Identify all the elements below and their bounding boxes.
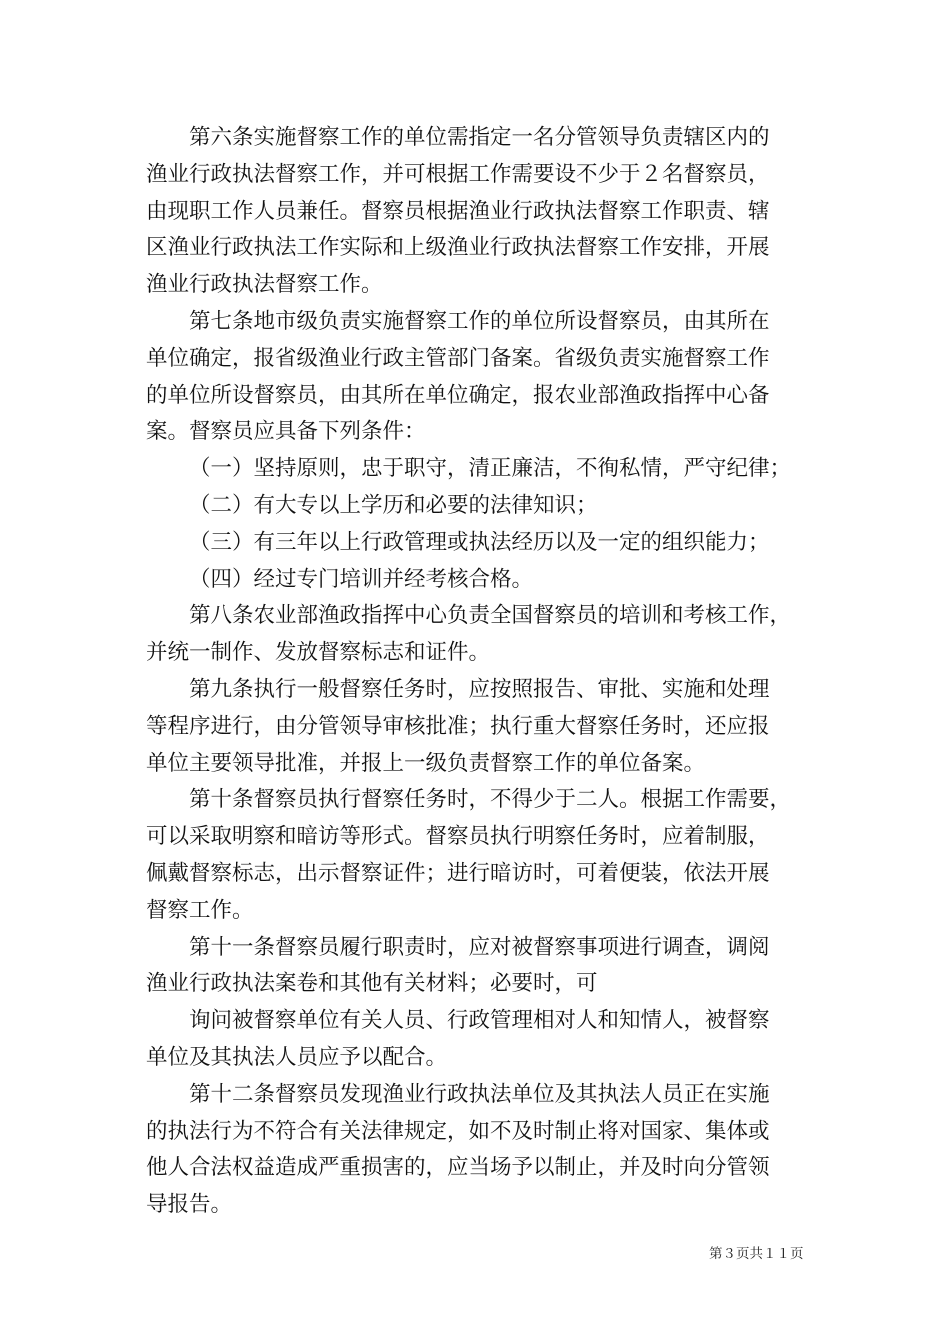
paragraph-line: 第七条地市级负责实施督察工作的单位所设督察员，由其所在 bbox=[189, 308, 770, 334]
paragraph-cond3 bbox=[146, 525, 811, 562]
paragraph-line: 等程序进行，由分管领导审核批准；执行重大督察任务时，还应报 bbox=[146, 713, 770, 739]
paragraph-art6 bbox=[146, 120, 811, 304]
paragraph-line: 渔业行政执法督察工作。 bbox=[146, 272, 383, 298]
paragraph-line: 的单位所设督察员，由其所在单位确定，报农业部渔政指挥中心备 bbox=[146, 382, 770, 408]
document-body bbox=[146, 120, 811, 1224]
paragraph-line: 佩戴督察标志，出示督察证件；进行暗访时，可着便装，依法开展 bbox=[146, 860, 770, 886]
paragraph-line: （四）经过专门培训并经考核合格。 bbox=[189, 566, 534, 592]
paragraph-line: 由现职工作人员兼任。督察员根据渔业行政执法督察工作职责、辖 bbox=[146, 198, 770, 224]
paragraph-art7 bbox=[146, 304, 811, 451]
paragraph-line: 第六条实施督察工作的单位需指定一名分管领导负责辖区内的 bbox=[189, 125, 770, 150]
paragraph-line: 区渔业行政执法工作实际和上级渔业行政执法督察工作安排，开展 bbox=[146, 235, 770, 261]
paragraph-art9 bbox=[146, 672, 811, 782]
page-footer: 第３页共１１页 bbox=[709, 1246, 804, 1262]
paragraph-line: 导报告。 bbox=[146, 1192, 233, 1218]
paragraph-cond2 bbox=[146, 488, 811, 525]
paragraph-line: 并统一制作、发放督察标志和证件。 bbox=[146, 640, 491, 666]
paragraph-line: 的执法行为不符合有关法律规定，如不及时制止将对国家、集体或 bbox=[146, 1118, 770, 1144]
paragraph-art11b bbox=[146, 1003, 811, 1077]
paragraph-art10 bbox=[146, 782, 811, 929]
paragraph-line: 案。督察员应具备下列条件： bbox=[146, 419, 426, 445]
paragraph-line: 第八条农业部渔政指挥中心负责全国督察员的培训和考核工作， bbox=[189, 603, 792, 629]
paragraph-line: 他人合法权益造成严重损害的，应当场予以制止，并及时向分管领 bbox=[146, 1155, 770, 1181]
paragraph-line: 单位及其执法人员应予以配合。 bbox=[146, 1044, 448, 1070]
paragraph-line: （一）坚持原则，忠于职守，清正廉洁，不徇私情，严守纪律； bbox=[189, 456, 792, 482]
paragraph-art11a bbox=[146, 930, 811, 1004]
paragraph-line: 督察工作。 bbox=[146, 897, 254, 923]
paragraph-line: （二）有大专以上学历和必要的法律知识； bbox=[189, 492, 598, 518]
paragraph-line: 第十条督察员执行督察任务时，不得少于二人。根据工作需要， bbox=[189, 787, 792, 813]
paragraph-cond1 bbox=[146, 451, 811, 488]
paragraph-line: （三）有三年以上行政管理或执法经历以及一定的组织能力； bbox=[189, 529, 770, 555]
paragraph-line: 单位主要领导批准，并报上一级负责督察工作的单位备案。 bbox=[146, 750, 706, 776]
paragraph-art8 bbox=[146, 598, 811, 672]
paragraph-art12 bbox=[146, 1077, 811, 1224]
paragraph-line: 第十二条督察员发现渔业行政执法单位及其执法人员正在实施 bbox=[189, 1081, 770, 1107]
paragraph-cond4 bbox=[146, 562, 811, 599]
paragraph-line: 第十一条督察员履行职责时，应对被督察事项进行调查，调阅 bbox=[189, 934, 770, 960]
paragraph-line: 渔业行政执法督察工作，并可根据工作需要设不少于２名督察员， bbox=[146, 161, 770, 187]
paragraph-line: 询问被督察单位有关人员、行政管理相对人和知情人，被督察 bbox=[189, 1008, 770, 1034]
paragraph-line: 单位确定，报省级渔业行政主管部门备案。省级负责实施督察工作 bbox=[146, 345, 770, 371]
paragraph-line: 渔业行政执法案卷和其他有关材料；必要时，可 bbox=[146, 971, 598, 997]
paragraph-line: 第九条执行一般督察任务时，应按照报告、审批、实施和处理 bbox=[189, 676, 770, 702]
paragraph-line: 可以采取明察和暗访等形式。督察员执行明察任务时，应着制服， bbox=[146, 824, 770, 850]
